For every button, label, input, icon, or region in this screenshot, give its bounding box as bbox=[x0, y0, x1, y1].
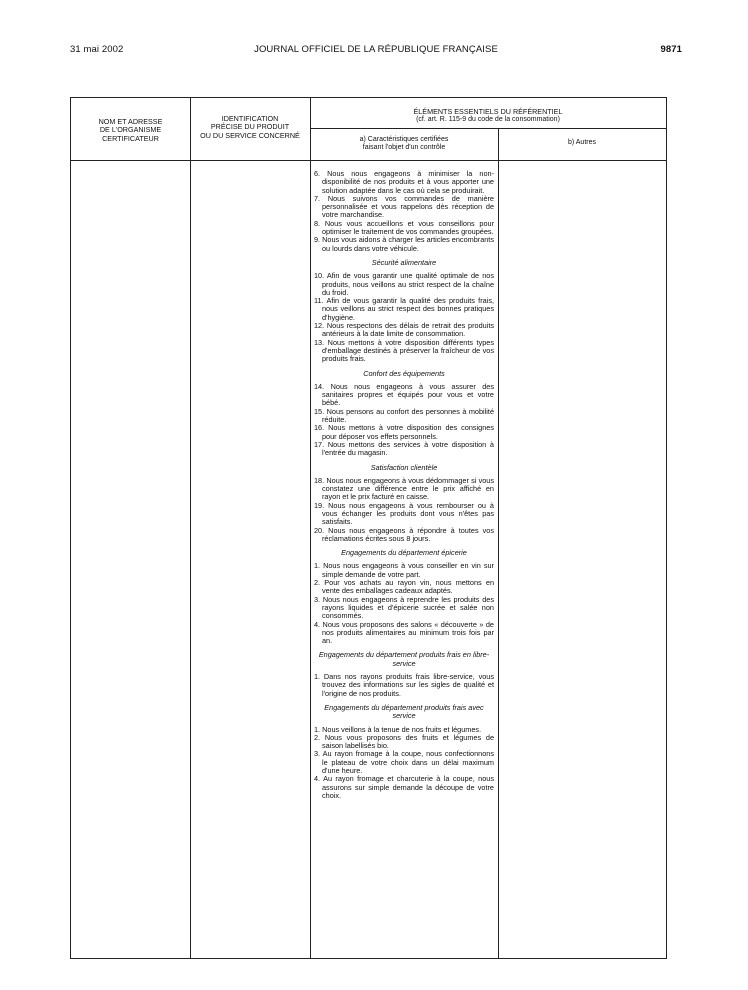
engagement-item: 1. Dans nos rayons produits frais libre-service, vous trouvez des informations sur les sigles de qualité et l'origine de nos produits. bbox=[314, 672, 494, 698]
engagement-item: 7. Nous suivons vos commandes de manière personnalisée et vous rappelons dès réception de votre marchandise. bbox=[314, 193, 494, 220]
header-subdivider bbox=[310, 128, 666, 129]
engagement-item: 14. Nous nous engageons à vous assurer des sanitaires propres et équipés pour vous et votre bébé. bbox=[314, 381, 494, 408]
section-heading: Sécurité alimentaire bbox=[371, 257, 437, 267]
engagements-list bbox=[314, 170, 494, 800]
engagement-item: 3. Au rayon fromage à la coupe, nous confectionnons le plateau de votre choix dans un délai maximum d'une heure. bbox=[314, 749, 494, 775]
column-divider bbox=[310, 98, 311, 958]
column-divider bbox=[498, 128, 499, 958]
header-elements-subtitle: (cf. art. R. 115-9 du code de la consommation) bbox=[416, 116, 560, 124]
engagement-item: 18. Nous nous engageons à vous dédommager si vous constatez une différence entre le prix affiché en rayon et le prix facturé en caisse. bbox=[314, 475, 494, 502]
section-heading: Confort des équipements bbox=[363, 368, 445, 378]
engagement-item: 2. Nous vous proposons des fruits et légumes de saison labellisés bio. bbox=[314, 732, 494, 751]
engagement-item: 20. Nous nous engageons à répondre à toutes vos réclamations écrites sous 8 jours. bbox=[314, 525, 494, 543]
engagement-item: 19. Nous nous engageons à vous rembourser ou à vous échanger les produits dont vous n'êtes pas satisfaits. bbox=[314, 500, 494, 527]
engagement-item: 1. Nous nous engageons à vous conseiller en vin sur simple demande de votre part. bbox=[314, 561, 494, 579]
header-autres: b) Autres bbox=[567, 139, 596, 146]
engagement-item: 16. Nous mettons à votre disposition des consignes pour déposer vos effets personnels. bbox=[314, 423, 494, 441]
engagement-item: 9. Nous vous aidons à charger les articles encombrants ou lourds dans votre véhicule. bbox=[314, 235, 494, 253]
header-bottom-rule bbox=[71, 160, 666, 161]
engagement-item: 13. Nous mettons à votre disposition différents types d'emballage destinés à préserver la fraîcheur de vos produits frais. bbox=[314, 337, 494, 364]
engagement-item: 15. Nous pensons au confort des personnes à mobilité réduite. bbox=[314, 406, 494, 425]
header-organisme: NOM ET ADRESSE DE L'ORGANISME CERTIFICATEUR bbox=[98, 117, 163, 143]
engagement-item: 4. Nous vous proposons des salons « découverte » de nos produits alimentaires au minimum trois fois par an. bbox=[314, 619, 494, 646]
engagement-item: 3. Nous nous engageons à reprendre les produits des rayons liquides et d'épicerie sucrée et salée non consommés. bbox=[314, 594, 494, 621]
section-heading: Engagements du département produits frais en libre-service bbox=[318, 650, 490, 668]
page-number: 9871 bbox=[660, 44, 682, 55]
section-heading: Engagements du département épicerie bbox=[341, 548, 467, 558]
engagement-item: 1. Nous veillons à la tenue de nos fruits et légumes. bbox=[314, 724, 482, 734]
engagement-item: 8. Nous vous accueillons et vous conseillons pour optimiser le traitement de vos commandes groupées. bbox=[314, 218, 494, 237]
referentiel-table bbox=[70, 97, 667, 959]
engagement-item: 11. Afin de vous garantir la qualité des produits frais, nous veillons au strict respect des bonnes pratiques d'hygiène. bbox=[314, 296, 494, 322]
engagement-item: 10. Afin de vous garantir une qualité optimale de nos produits, nous veillons au strict respect de la chaîne du froid. bbox=[314, 271, 494, 297]
header-identification: IDENTIFICATION PRÉCISE DU PRODUIT OU DU SERVICE CONCERNÉ bbox=[200, 114, 300, 140]
header-elements bbox=[310, 108, 666, 125]
engagement-item: 2. Pour vos achats au rayon vin, nous mettons en vente des emballages cadeaux adaptés. bbox=[314, 578, 494, 596]
engagement-item: 12. Nous respectons des délais de retrait des produits antérieurs à la date limite de consommation. bbox=[314, 321, 494, 339]
header-caracteristiques: a) Caractéristiques certifiées faisant l'objet d'un contrôle bbox=[359, 136, 449, 152]
journal-title: JOURNAL OFFICIEL DE LA RÉPUBLIQUE FRANÇAISE bbox=[254, 44, 498, 55]
engagement-item: 4. Au rayon fromage et charcuterie à la coupe, nous assurons sur simple demande la découpe de votre choix. bbox=[314, 774, 494, 800]
page-header bbox=[70, 44, 682, 58]
column-divider bbox=[190, 98, 191, 958]
engagement-item: 17. Nous mettons des services à votre disposition à l'entrée du magasin. bbox=[314, 439, 494, 458]
engagement-item: 6. Nous nous engageons à minimiser la non-disponibilité de nos produits et à vous apporter une solution adaptée dans le cas où cela se produirait. bbox=[314, 169, 494, 195]
section-heading: Engagements du département produits frais avec service bbox=[324, 702, 484, 721]
page-date: 31 mai 2002 bbox=[70, 44, 124, 55]
section-heading: Satisfaction clientèle bbox=[370, 462, 438, 472]
header-elements-title: ÉLÉMENTS ESSENTIELS DU RÉFÉRENTIEL bbox=[413, 107, 563, 116]
